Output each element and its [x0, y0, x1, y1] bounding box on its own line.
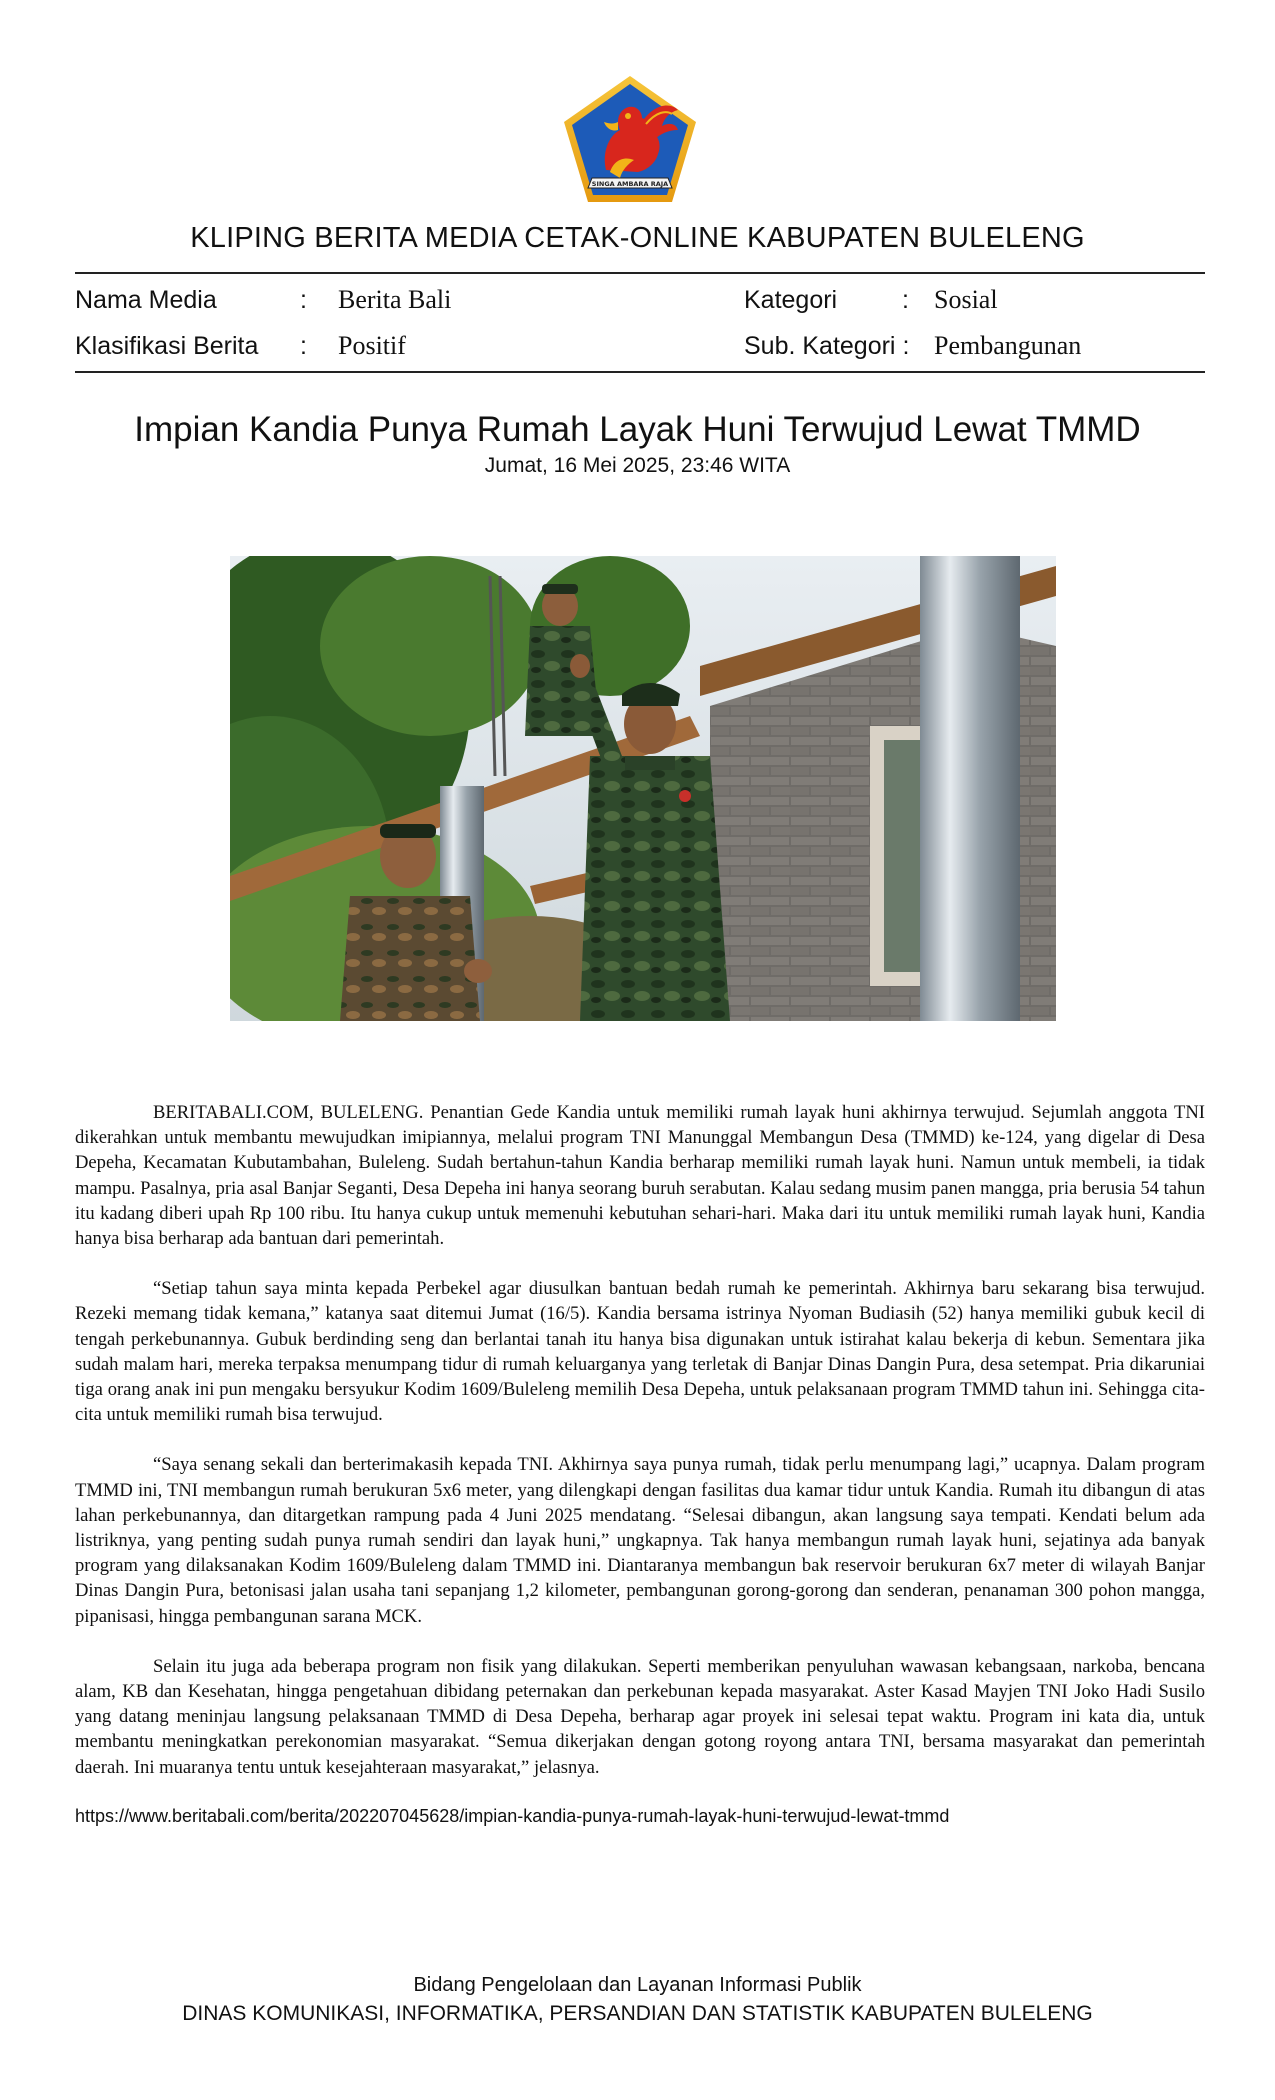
article-photo [230, 556, 1056, 1021]
footer-agency: DINAS KOMUNIKASI, INFORMATIKA, PERSANDIAN DAN STATISTIK KABUPATEN BULELENG [182, 2002, 1093, 2025]
clipping-title: KLIPING BERITA MEDIA CETAK-ONLINE KABUPATEN BULELENG [190, 222, 1085, 254]
klasifikasi-label: Klasifikasi Berita [75, 332, 259, 360]
article-body [75, 1100, 1205, 1805]
article-paragraph-4: Selain itu juga ada beberapa program non fisik yang dilakukan. Seperti memberikan penyuluhan wawasan kebangsaan, narkoba, bencana alam, KB dan Kesehatan, hingga pengetahuan dibidang peternakan dan perkebunan kepada masyarakat. Aster Kasad Mayjen TNI Joko Hadi Susilo yang datang meninjau langsung pelaksanaan TMMD di Desa Depeha, berharap agar proyek ini selesai tepat waktu. Program ini kata dia, untuk membantu meningkatkan perekonomian masyarakat. “Semua dikerjakan dengan gotong royong antara TNI, bersama masyarakat dan pemerintah daerah. Ini muaranya tentu untuk kesejahteraan masyarakat,” jelasnya. [75, 1655, 1205, 1778]
sub-kategori-label [744, 332, 909, 361]
article-paragraph-3: “Saya senang sekali dan berterimakasih kepada TNI. Akhirnya saya punya rumah, tidak perlu menumpang lagi,” ucapnya. Dalam program TMMD ini, TNI membangun rumah berukuran 5x6 meter, yang dilengkapi dengan fasilitas dua kamar tidur untuk Kandia. Rumah itu dibangun di atas lahan perkebunannya, dan ditargetkan rampung pada 4 Juni 2025 mendatang. “Selesai dibangun, akan langsung saya tempati. Kendati belum ada listriknya, yang penting sudah punya rumah sendiri dan layak huni,” ungkapnya. Tak hanya membangun rumah layak huni, sejatinya ada banyak program yang dilaksanakan Kodim 1609/Buleleng dalam TMMD ini. Diantaranya membangun bak reservoir berukuran 6x7 meter di wilayah Banjar Dinas Dangin Pura, betonisasi jalan usaha tani sepanjang 1,2 kilometer, pembangunan gorong-gorong dan senderan, penanaman 300 pohon mangga, pipanisasi, hingga pembangunan sarana MCK. [75, 1454, 1205, 1627]
sub-kategori-label-text: Sub. Kategori [744, 332, 896, 360]
kategori-value: Sosial [934, 285, 998, 314]
nama-media-value: Berita Bali [338, 285, 452, 314]
sub-kategori-value: Pembangunan [934, 331, 1082, 360]
source-url: https://www.beritabali.com/berita/202207045628/impian-kandia-punya-rumah-layak-huni-terwujud-lewat-tmmd [75, 1806, 950, 1826]
klasifikasi-colon: : [300, 332, 307, 360]
article-paragraph-2: “Setiap tahun saya minta kepada Perbekel agar diusulkan bantuan bedah rumah ke pemerintah. Akhirnya baru sekarang bisa terwujud. Rezeki memang tidak kemana,” katanya saat ditemui Jumat (16/5). Kandia bersama istrinya Nyoman Budiasih (52) hanya memiliki gubuk kecil di tengah perkebunannya. Gubuk berdinding seng dan berlantai tanah itu hanya bisa digunakan untuk istirahat kalau bekerja di kebun. Sementara jika sudah malam hari, mereka terpaksa menumpang tidur di rumah keluarganya yang terletak di Banjar Dinas Dangin Pura, desa setempat. Pria dikaruniai tiga orang anak ini pun mengaku bersyukur Kodim 1609/Buleleng memilih Desa Depeha, untuk pelaksanaan program TMMD tahun ini. Sehingga cita-cita untuk memiliki rumah bisa terwujud. [75, 1278, 1205, 1426]
article-dateline: Jumat, 16 Mei 2025, 23:46 WITA [484, 454, 791, 477]
klasifikasi-value: Positif [338, 331, 406, 360]
nama-media-label: Nama Media [75, 286, 217, 314]
article-paragraph-1: BERITABALI.COM, BULELENG. Penantian Gede Kandia untuk memiliki rumah layak huni akhirnya terwujud. Sejumlah anggota TNI dikerahkan untuk membantu mewujudkan imipiannya, melalui program TNI Manunggal Membangun Desa (TMMD) ke-124, yang digelar di Desa Depeha, Kecamatan Kubutambahan, Buleleng. Sudah bertahun-tahun Kandia berharap memiliki rumah layak huni. Namun untuk membeli, ia tidak mampu. Pasalnya, pria asal Banjar Seganti, Desa Depeha ini hanya seorang buruh serabutan. Kalau sedang musim panen mangga, pria berusia 54 tahun itu kadang diberi upah Rp 100 ribu. Itu hanya cukup untuk memenuhi kebutuhan sehari-hari. Maka dari itu untuk memiliki rumah layak huni, Kandia hanya bisa berharap ada bantuan dari pemerintah. [75, 1102, 1205, 1250]
footer-department: Bidang Pengelolaan dan Layanan Informasi Publik [413, 1974, 862, 1996]
sub-kategori-colon: : [902, 332, 910, 360]
kategori-colon: : [902, 286, 909, 314]
nama-media-colon: : [300, 286, 307, 314]
article-headline: Impian Kandia Punya Rumah Layak Huni Terwujud Lewat TMMD [134, 410, 1141, 449]
divider-top [75, 272, 1205, 274]
buleleng-emblem-logo [562, 74, 698, 204]
kategori-label: Kategori [744, 286, 838, 314]
divider-bottom [75, 371, 1205, 373]
logo-ribbon-text: SINGA AMBARA RAJA [591, 180, 669, 188]
